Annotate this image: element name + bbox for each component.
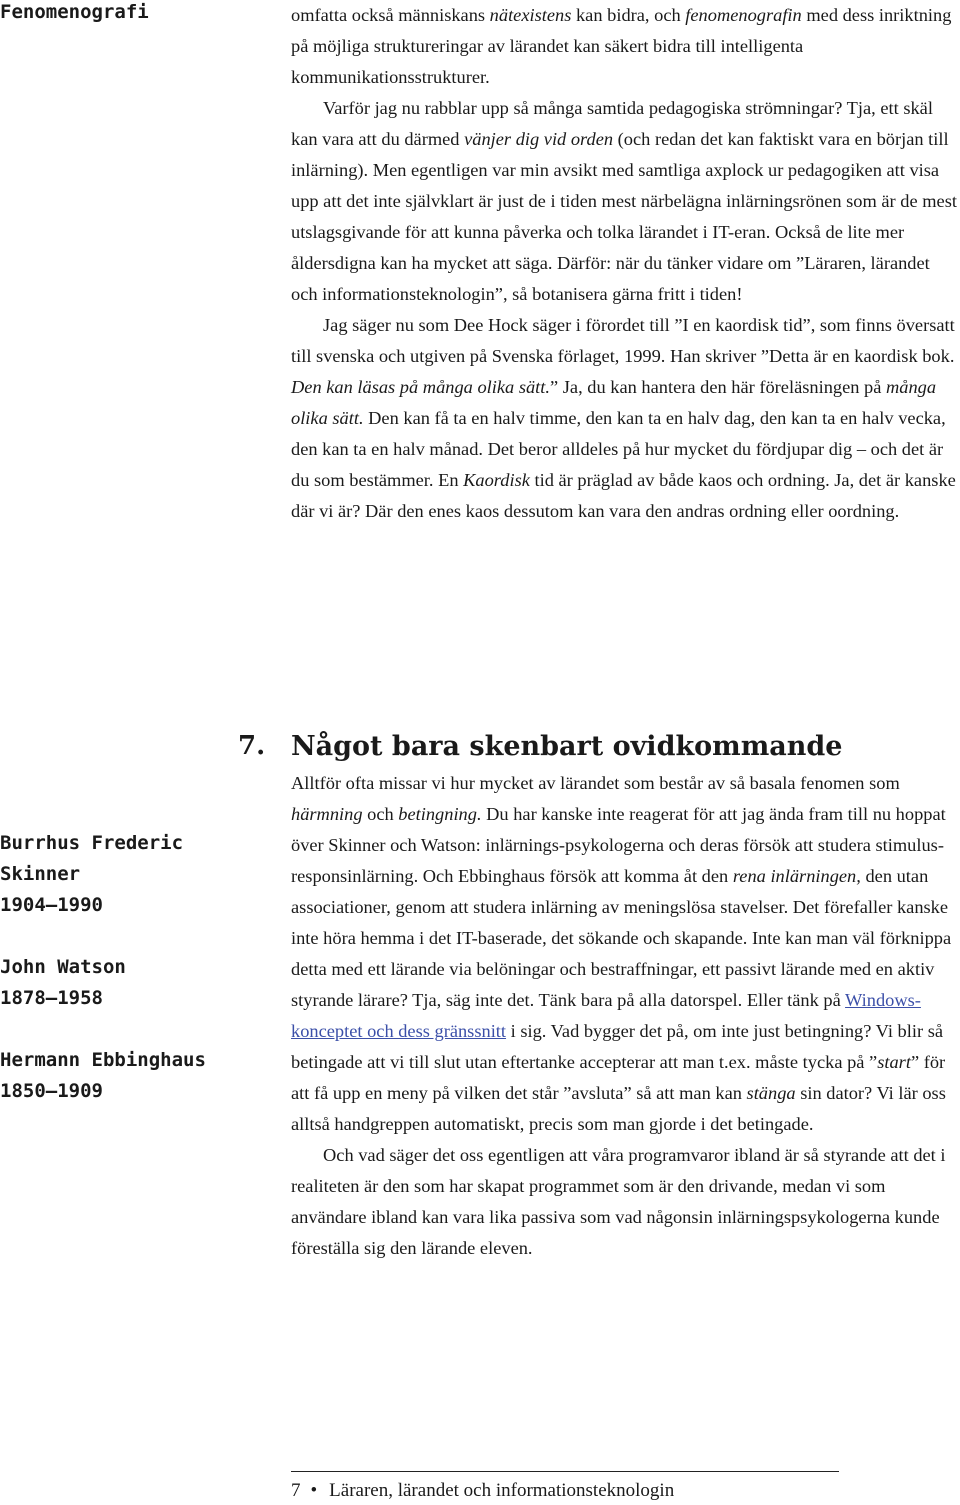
emphasis: nätexistens [489, 5, 572, 25]
emphasis: vänjer dig vid orden [464, 129, 614, 149]
person-years: 1904–1990 [0, 894, 103, 916]
text-run: kan bidra, och [571, 5, 686, 25]
text-run: Och vad säger det oss egentligen att våra programvaror ibland är så styrande att det i realiteten är den som har skapat programmet som är den drivande, medan vi som användare ibland kan vara lika passiva som vad någonsin inlärningspsykologerna kunde föreställa sig den lärande eleven. [291, 1145, 946, 1258]
emphasis: stänga [746, 1083, 796, 1103]
text-run: sin dator? Vi lär oss alltså handgreppen automatiskt, precis som man gjorde i det betingade. [291, 1083, 946, 1134]
person-name: Burrhus Frederic [0, 832, 184, 854]
section-2-body [291, 768, 957, 1264]
text-run: Varför jag nu rabblar upp så många samtida pedagogiska strömningar? Tja, ett skäl kan vara att du därmed [291, 98, 933, 149]
text-run: ” Ja, du kan hantera den här föreläsningen på [550, 377, 886, 397]
person-years: 1850–1909 [0, 1080, 103, 1102]
text-run: Alltför ofta missar vi hur mycket av lärandet som består av så basala fenomen som [291, 773, 900, 793]
footer-rule [291, 1471, 839, 1472]
section-title: Något bara skenbart ovidkommande [291, 731, 843, 762]
page-footer [291, 1478, 674, 1504]
text-run: med dess inriktning på möjliga struktureringar av lärandet kan säkert bidra till intelligenta kommunikationsstrukturer. [291, 5, 952, 87]
section-1-body [291, 0, 957, 527]
person-years: 1878–1958 [0, 987, 103, 1009]
text-run: Du har kanske inte reagerat för att jag ända fram till nu hoppat över Skinner och Watson: inlärnings-psykologerna och deras försök att studera stimulus-responsinlärning. Och Ebbinghaus försök att komma åt den [291, 804, 946, 886]
emphasis: fenomenografin [685, 5, 802, 25]
bullet-icon: • [310, 1480, 318, 1501]
text-run: ” för att få upp en meny på vilken det står ”avsluta” så att man kan [291, 1052, 946, 1103]
book-title: Läraren, lärandet och informationsteknologin [329, 1480, 675, 1501]
page-number: 7 [291, 1480, 301, 1501]
paragraph [291, 768, 957, 1140]
margin-notes [0, 828, 260, 1107]
text-run: tid är präglad av både kaos och ordning. Ja, det är kanske där vi är? Där den enes kaos dessutom kan vara den andras ordning eller oordning. [291, 470, 956, 521]
emphasis: betingning. [398, 804, 482, 824]
text-run: Jag säger nu som Dee Hock säger i förordet till ”I en kaordisk tid”, som finns översatt till svenska och utgiven på Svenska förlaget, 1999. Han skriver ”Detta är en kaordisk bok. [291, 315, 955, 366]
person-name: John Watson [0, 956, 126, 978]
windows-concept-link[interactable]: Windows-konceptet och dess gränssnitt [291, 990, 921, 1041]
text-run: den utan associationer, genom att studera inlärning av meningslösa stavelser. Det förefaller kanske inte höra hemma i det IT-baserade, det sökande och skapande. Inte kan man väl förknippa detta med ett lärande via belöningar och bestraffningar, ett passivt lärande med en aktiv styrande lärare? Tja, säg inte det. Tänk bara på alla datorspel. Eller tänk på [291, 866, 952, 1010]
paragraph [291, 1140, 957, 1264]
text-run: (och redan det kan faktiskt vara en början till inlärning). Men egentligen var min avsikt med samtliga axplock ur pedagogiken att visa upp att det inte självklart är just de i tiden mest närbelägna inlärningsrönen som är de mest utslagsgivande för att kunna påverka och tolka lärandet i IT-eran. Också de lite mer åldersdigna kan ha mycket att säga. Därför: när du tänker vidare om ”Läraren, lärandet och informationsteknologin”, så botanisera gärna fritt i tiden! [291, 129, 957, 304]
paragraph [291, 310, 957, 527]
section-number: 7. [238, 731, 266, 761]
emphasis: Den kan läsas på många olika sätt. [291, 377, 550, 397]
emphasis: många olika sätt. [291, 377, 937, 428]
text-run: i sig. Vad bygger det på, om inte just betingning? Vi blir så betingade att vi till slut utan eftertanke accepterar att man t.ex. måste tycka på ” [291, 1021, 944, 1072]
emphasis: Kaordisk [463, 470, 530, 490]
running-head: Fenomenografi [0, 1, 149, 23]
person-name: Hermann Ebbinghaus [0, 1049, 206, 1071]
spacer [0, 1014, 260, 1045]
text-run: och [362, 804, 399, 824]
paragraph [291, 0, 957, 93]
emphasis: start [877, 1052, 911, 1072]
person-name: Skinner [0, 863, 81, 885]
emphasis: rena inlärningen, [732, 866, 861, 886]
emphasis: härmning [291, 804, 363, 824]
paragraph [291, 93, 957, 310]
spacer [0, 921, 260, 952]
text-run: omfatta också människans [291, 5, 490, 25]
text-run: Den kan få ta en halv timme, den kan ta en halv dag, den kan ta en halv vecka, den kan ta en halv månad. Det beror alldeles på hur mycket du fördjupar dig – och det är du som bestämmer. En [291, 408, 946, 490]
